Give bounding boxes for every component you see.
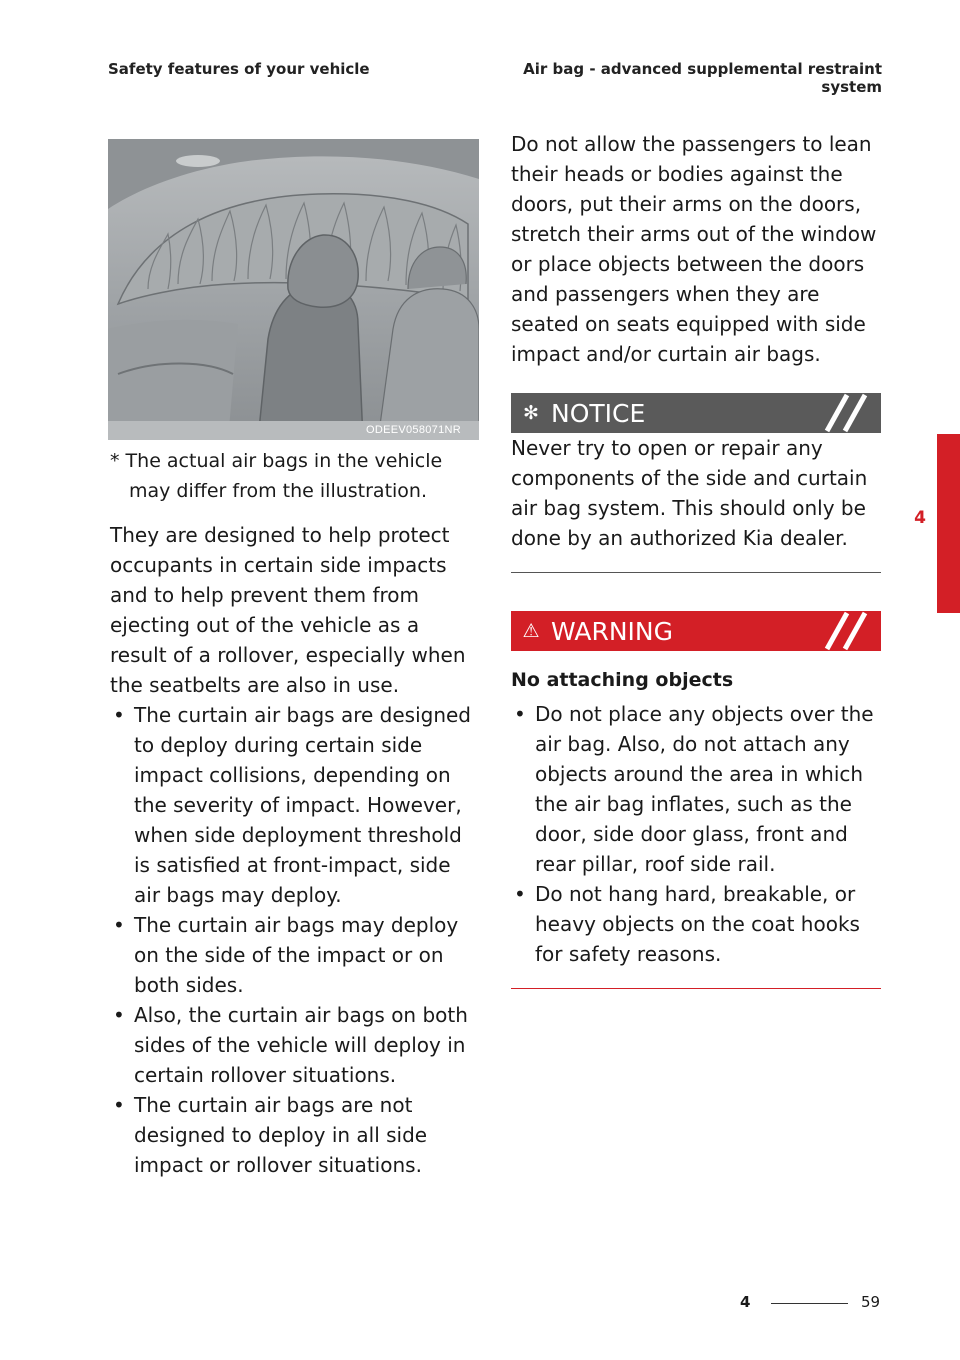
bullet-glyph: • — [113, 1003, 125, 1027]
chapter-tab-number: 4 — [914, 508, 926, 528]
footer-chapter: 4 — [740, 1293, 751, 1311]
bullet-text: The curtain air bags may deploy on the side of the impact or on both sides. — [134, 913, 459, 997]
bullet-text: Do not hang hard, breakable, or heavy objects on the coat hooks for safety reasons. — [535, 882, 860, 966]
warning-triangle-icon: ⚠ — [522, 620, 540, 642]
warning-block — [511, 611, 881, 989]
passenger-lean-paragraph: Do not allow the passengers to lean their heads or bodies against the doors, put their arms on the doors, stretch their arms out of the window or place objects between the doors and passengers when they are seated on seats equipped with side impact and/or curtain air bags. — [511, 132, 877, 366]
footer-rule — [771, 1303, 848, 1304]
bullet-text: The curtain air bags are not designed to deploy in all side impact or rollover situations. — [134, 1093, 428, 1177]
running-header-topic-line1: Air bag - advanced supplemental restraint — [523, 60, 882, 78]
running-header-topic — [502, 60, 882, 96]
bullet-glyph: • — [113, 913, 125, 937]
curtain-airbag-illustration — [108, 139, 479, 440]
bullet-item — [511, 879, 881, 969]
notice-text: Never try to open or repair any components of the side and curtain air bag system. This should only be done by an authorized Kia dealer. — [511, 436, 868, 550]
bullet-item — [110, 1090, 480, 1180]
slash-decoration-icon — [817, 611, 881, 651]
notice-asterisk-icon: ✻ — [523, 402, 539, 424]
notice-divider — [511, 572, 881, 573]
running-header-topic-line2: system — [821, 78, 882, 96]
bullet-text: Do not place any objects over the air bag. Also, do not attach any objects around the area in which the air bag inflates, such as the door, side door glass, front and rear pillar, roof side rail. — [535, 702, 874, 876]
bullet-glyph: • — [514, 702, 526, 726]
warning-divider — [511, 988, 881, 989]
bullet-item — [511, 699, 881, 879]
bullet-glyph: • — [113, 703, 125, 727]
left-column — [110, 446, 480, 1180]
notice-banner — [511, 393, 881, 433]
bullet-glyph: • — [113, 1093, 125, 1117]
warning-bullet-list — [511, 699, 881, 969]
bullet-text: The curtain air bags are designed to deploy during certain side impact collisions, depending on the severity of impact. However, when side deployment threshold is satisfied at front-impact, side air bags may deploy. — [134, 703, 472, 907]
figure-caption: * The actual air bags in the vehicle may differ from the illustration. — [110, 450, 443, 502]
warning-heading: No attaching objects — [511, 669, 734, 691]
bullet-item — [110, 1000, 480, 1090]
bullet-item — [110, 910, 480, 1000]
page-number: 59 — [861, 1293, 881, 1311]
running-header-section: Safety features of your vehicle — [108, 60, 370, 78]
figure-code: ODEEV058071NR — [365, 424, 461, 436]
bullet-item — [110, 700, 480, 910]
bullet-text: Also, the curtain air bags on both sides of the vehicle will deploy in certain rollover situations. — [134, 1003, 468, 1087]
chapter-tab — [937, 434, 960, 613]
bullet-glyph: • — [514, 882, 526, 906]
notice-label: NOTICE — [551, 398, 646, 428]
right-column — [511, 129, 881, 989]
warning-banner — [511, 611, 881, 651]
curtain-airbag-bullet-list — [110, 700, 480, 1180]
intro-paragraph: They are designed to help protect occupants in certain side impacts and to help prevent them from ejecting out of the vehicle as a result of a rollover, especially when the seatbelts are also in use. — [110, 523, 466, 697]
airbag-interior-drawing — [108, 139, 479, 440]
slash-decoration-icon — [817, 393, 881, 433]
warning-label: WARNING — [551, 616, 673, 646]
